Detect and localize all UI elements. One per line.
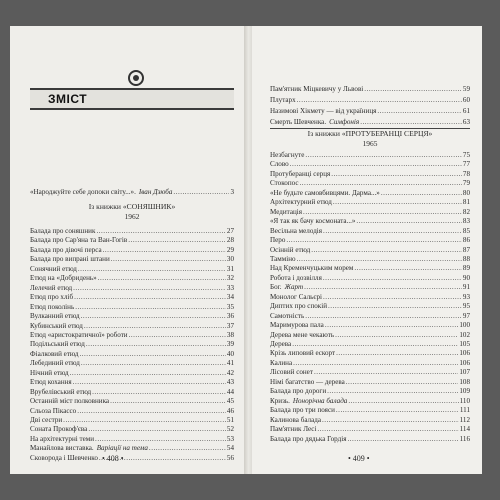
toc-entry-page: 3 <box>230 188 234 196</box>
toc-entry-title: Кубинський етюд <box>30 321 83 330</box>
section-year: 1965 <box>362 139 378 148</box>
toc-entry-title: Самотність <box>270 311 305 320</box>
page-number: • 409 • <box>348 454 370 463</box>
toc-entry-title: Дерева мене чекають <box>270 330 335 339</box>
leader-dots <box>377 106 462 116</box>
toc-entry-page: 100 <box>459 321 470 330</box>
toc-entry-page: 77 <box>462 160 470 169</box>
toc-entry-page: 43 <box>226 378 234 387</box>
toc-entry-page: 40 <box>226 349 234 358</box>
toc-entry-title: Останній міст полковника <box>30 397 110 406</box>
toc-entry-title: Слово <box>270 160 289 169</box>
toc-entry-page: 114 <box>459 425 470 434</box>
toc-entry-title: Пам'ятник Лесі <box>270 425 317 434</box>
leader-dots <box>347 434 458 444</box>
toc-entry-title: Вулканний етюд <box>30 312 80 321</box>
toc-entry-page: 90 <box>462 273 470 282</box>
toc-entry-page: 29 <box>226 245 234 254</box>
toc-entry-title: Сонячний етюд <box>30 264 77 273</box>
toc-entry-page: 106 <box>459 349 470 358</box>
toc-entry-page: 32 <box>226 274 234 283</box>
toc-entry-title: Осінній етюд <box>270 245 311 254</box>
toc-entry-title: Лебединий етюд <box>30 359 80 368</box>
toc-entry-title: Етюд поколінь <box>30 302 75 311</box>
toc-entry-title: Робота і дозвілля <box>270 273 322 282</box>
toc-entry-page: 37 <box>226 321 234 330</box>
toc-entry-page: 60 <box>462 96 470 104</box>
toc-entry-page: 27 <box>226 227 234 235</box>
toc-entry-page: 75 <box>462 151 470 159</box>
toc-entry-title: Диптих про спокій <box>270 302 328 311</box>
toc-entry-title: Плутарх <box>270 96 296 104</box>
right-page <box>252 26 482 474</box>
toc-entry-page: 106 <box>459 358 470 367</box>
toc-entry-page: 59 <box>462 85 470 93</box>
toc-entry-page: 107 <box>459 368 470 377</box>
toc-entry-author: Нонорічна балада <box>292 396 348 405</box>
toc-entry-page: 41 <box>226 359 234 368</box>
toc-entry-page: 88 <box>462 254 470 263</box>
flower-ornament-icon <box>128 70 144 86</box>
toc-entry-page: 63 <box>462 118 470 126</box>
toc-entry-title: Етюд на «Добридень» <box>30 274 97 283</box>
toc-entry-title: Стокопос <box>270 179 299 188</box>
toc-entry-title: Подільський етюд <box>30 340 85 349</box>
leader-dots <box>360 117 462 127</box>
toc-entry-title: Смерть Шевченка. <box>270 118 327 126</box>
left-page <box>10 26 246 474</box>
page-number: • 408 • <box>102 454 124 463</box>
section-title: Із книжки «ПРОТУБЕРАНЦІ СЕРЦЯ» <box>307 129 433 138</box>
toc-entry <box>270 95 470 105</box>
toc-entry-title: Перо <box>270 236 286 245</box>
toc-entry-page: 31 <box>226 264 234 273</box>
toc-entry-page: 80 <box>462 188 470 197</box>
toc-entry-title: Нічний етюд <box>30 368 69 377</box>
toc-entry-page: 78 <box>462 169 470 178</box>
toc-entry-title: Тамміно <box>270 254 296 263</box>
toc-entry-title: Протуберанці серця <box>270 169 331 178</box>
toc-entry-page: 110 <box>459 396 470 405</box>
toc-entry-page: 54 <box>226 444 234 453</box>
toc-entry-title: Дві сестри <box>30 416 63 424</box>
toc-entry-title: Сльоза Пікассо <box>30 406 77 415</box>
toc-entry-title: Етюд «аристократичної» роботи <box>30 330 128 339</box>
toc-entry-page: 95 <box>462 302 470 311</box>
toc-entry <box>270 434 470 444</box>
toc-entry-page: 87 <box>462 245 470 254</box>
toc-entry-title: Весільна мелодія <box>270 226 323 235</box>
toc-entry-title: Калинова балада <box>270 415 321 424</box>
toc-entry-title: Незбагнуте <box>270 151 305 159</box>
toc-entry <box>270 106 470 116</box>
toc-entry-title: Балада про соняшник <box>30 227 96 235</box>
section-title: Із книжки «СОНЯШНИК» <box>88 202 176 211</box>
toc-entry-page: 45 <box>226 397 234 406</box>
toc-entry-title: Крізь липовий ескорт <box>270 349 336 358</box>
toc-entry-title: Балада про Сар'яна та Ван-Гогів <box>30 236 128 245</box>
toc-entry-title: «Народжуйте себе допоки світу...». <box>30 188 136 196</box>
toc-entry <box>30 453 234 463</box>
toc-entry-title: Етюд кохання <box>30 378 72 387</box>
toc-entry-title: Сковорода і Шевченко <box>30 453 98 462</box>
toc-entry-page: 44 <box>226 387 234 396</box>
toc-entry-page: 52 <box>226 425 234 434</box>
toc-entry-page: 85 <box>462 226 470 235</box>
toc-entry-page: 39 <box>226 340 234 349</box>
toc-entry-title: Дерева <box>270 340 292 348</box>
toc-entry-intro <box>30 187 234 197</box>
toc-entry-page: 34 <box>226 293 234 302</box>
contents-header <box>30 88 234 110</box>
toc-entry-page: 82 <box>462 207 470 216</box>
toc-entry-title: «Я так як бачу космоната...» <box>270 217 356 226</box>
toc-entry-title: Архітектурний етюд <box>270 198 332 207</box>
toc-entry-page: 83 <box>462 217 470 226</box>
toc-entry-title: Врубелівський етюд <box>30 387 92 396</box>
toc-entry-title: На архітектурні теми <box>30 434 95 443</box>
toc-entry-title: Лелечий етюд <box>30 283 73 292</box>
toc-entry-title: Фіалковий етюд <box>30 349 79 358</box>
toc-entry-page: 116 <box>459 434 470 443</box>
toc-entry-page: 30 <box>226 255 234 264</box>
toc-entry-page: 81 <box>462 198 470 207</box>
toc-entry-page: 42 <box>226 368 234 377</box>
toc-entry-title: Бог. <box>270 283 282 292</box>
toc-entry-title: Німі багатство — дерева <box>270 377 345 386</box>
section-year: 1962 <box>124 212 140 221</box>
leader-dots <box>297 95 462 105</box>
toc-entry-title: Етюд про хліб <box>30 293 74 302</box>
toc-entry-page: 112 <box>459 415 470 424</box>
toc-entry-page: 86 <box>462 236 470 245</box>
contents-title: ЗМІСТ <box>48 92 88 106</box>
toc-entry-page: 79 <box>462 179 470 188</box>
toc-entry-page: 105 <box>459 340 470 348</box>
toc-entry-title: Кризь. <box>270 396 290 405</box>
toc-entry-title: Монолог Сальєрі <box>270 292 322 301</box>
toc-entry-page: 46 <box>226 406 234 415</box>
toc-entry-page: 35 <box>226 302 234 311</box>
toc-entry <box>270 117 470 127</box>
toc-entry-page: 56 <box>226 453 234 462</box>
toc-entry-page: 28 <box>226 236 234 245</box>
toc-entry-title: Балада про дядька Гордія <box>270 434 347 443</box>
toc-entry-title: Назимові Хікмету — від україниця <box>270 107 377 115</box>
toc-entry-page: 91 <box>462 283 470 292</box>
toc-entry-page: 53 <box>226 434 234 443</box>
toc-entry-title: Балада про дівочі перса <box>30 245 102 254</box>
toc-entry-page: 33 <box>226 283 234 292</box>
toc-entry-title: Калина <box>270 358 293 367</box>
toc-entry-page: 93 <box>462 292 470 301</box>
toc-entry-page: 111 <box>459 406 470 415</box>
toc-entry <box>270 84 470 94</box>
toc-entry-author: Симфонія <box>329 118 360 126</box>
toc-entry-title: Балада про випрані штани <box>30 255 110 264</box>
toc-entry-title: Соната Прокоф'єва <box>30 425 88 434</box>
toc-entry-title: Балада про дороги <box>270 387 327 396</box>
leader-dots <box>364 84 462 94</box>
toc-entry-author: Жарт <box>284 283 304 292</box>
toc-entry-author: Іван Дзюба <box>138 188 173 196</box>
toc-entry-title: Медитація <box>270 207 303 216</box>
toc-entry-page: 89 <box>462 264 470 273</box>
toc-entry-page: 36 <box>226 312 234 321</box>
toc-entry-page: 61 <box>462 107 470 115</box>
toc-entry-author: Варіації на тема <box>96 444 148 453</box>
toc-entry-page: 108 <box>459 377 470 386</box>
toc-entry-title: Балада про три пояси <box>270 406 335 415</box>
toc-entry-title: «Не будьте самовбивцями. Дарма...» <box>270 188 380 197</box>
toc-entry-page: 102 <box>459 330 470 339</box>
toc-entry-title: Лісовий сонет <box>270 368 313 377</box>
toc-entry-page: 97 <box>462 311 470 320</box>
toc-entry-page: 38 <box>226 330 234 339</box>
toc-entry-title: Пам'ятник Міцкевичу у Львові <box>270 85 364 93</box>
toc-entry-page: 109 <box>459 387 470 396</box>
toc-entry-title: Манайлова виставка. <box>30 444 94 453</box>
toc-entry-title: Над Кременчуцьким морем <box>270 264 354 273</box>
toc-entry-page: 51 <box>226 416 234 424</box>
toc-entry-title: Маримурова пала <box>270 321 324 330</box>
